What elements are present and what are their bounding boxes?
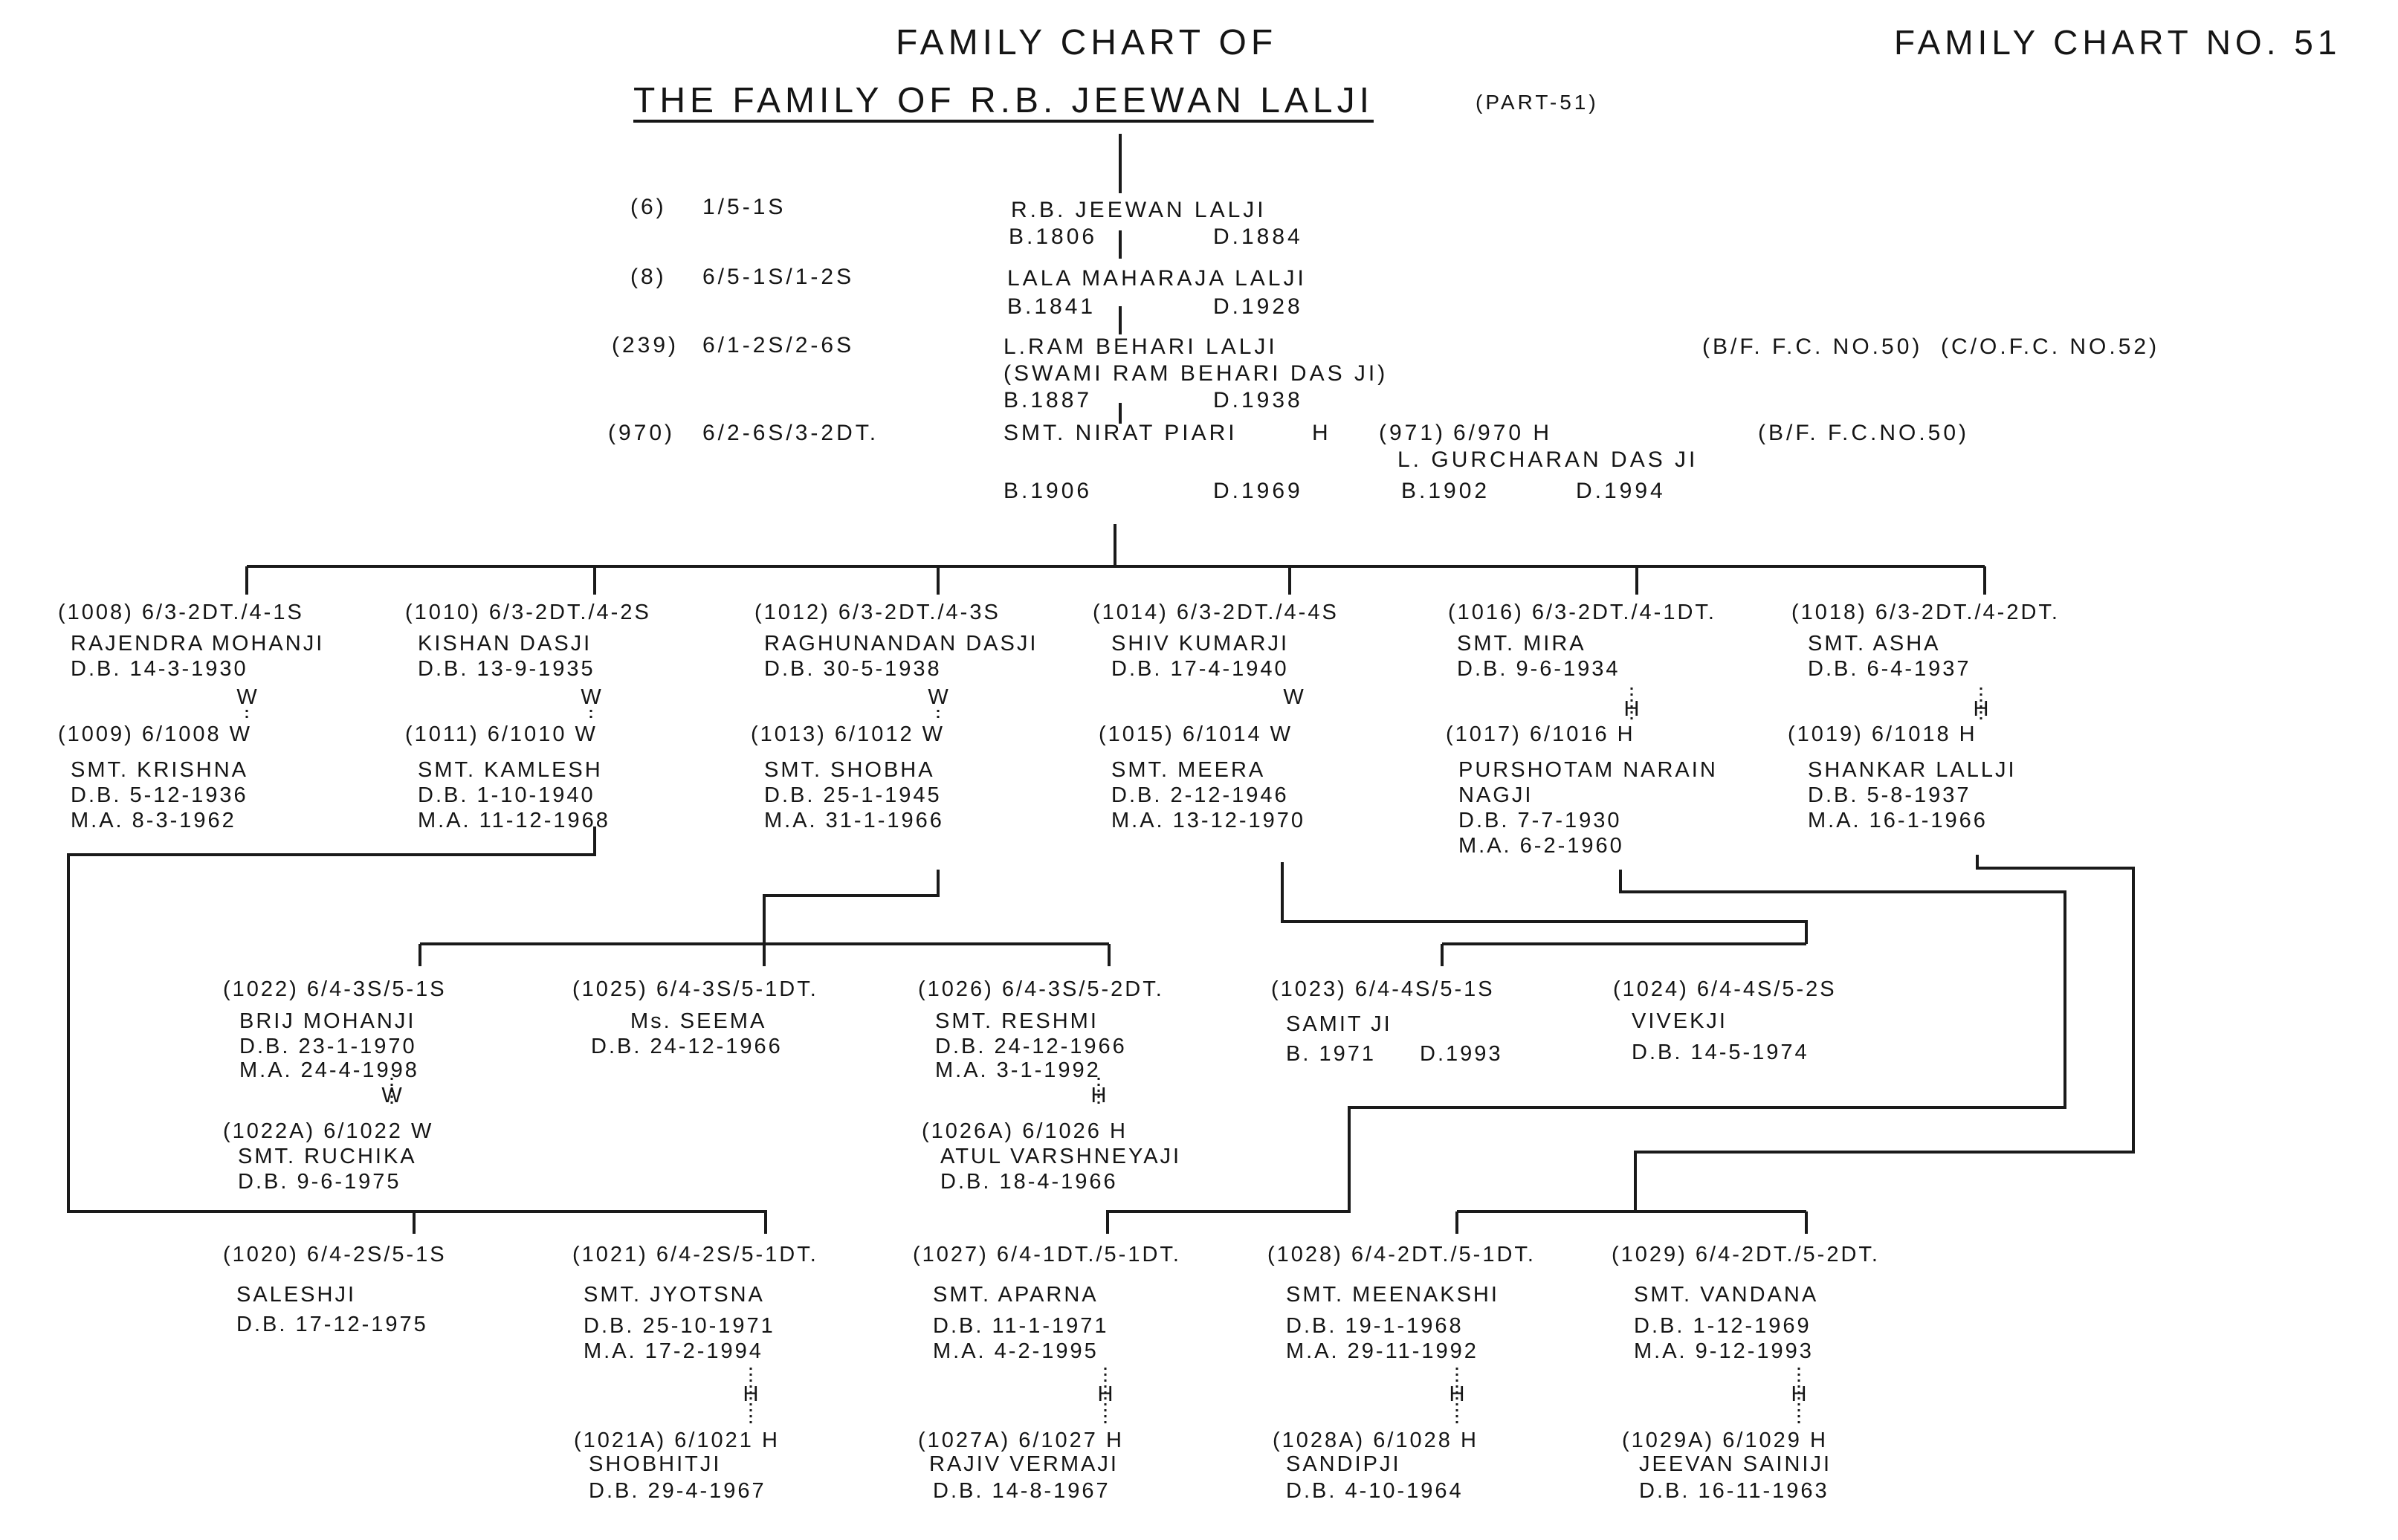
spouse-name: SANDIPJI [1286, 1452, 1401, 1476]
spouse-header: (1017) 6/1016 H [1446, 722, 1635, 746]
spouse-name: SMT. RUCHIKA [238, 1145, 417, 1168]
ancestor-id: (6) [630, 195, 667, 219]
spouse-dob: D.B. 14-8-1967 [933, 1479, 1111, 1503]
spouse-name: SMT. KRISHNA [71, 758, 249, 782]
spouse-dob: D.B. 25-1-1945 [764, 783, 942, 807]
spouse-header: (1022A) 6/1022 W [223, 1119, 434, 1143]
spouse-dob: D.B. 29-4-1967 [589, 1479, 766, 1503]
spouse-code: 6/970 H [1453, 421, 1553, 445]
spouse-death: D.1994 [1576, 479, 1666, 503]
relation-mark: H [1623, 697, 1640, 721]
person-dob: D.B. 17-12-1975 [236, 1313, 428, 1336]
marriage-date: M.A. 4-2-1995 [933, 1339, 1099, 1363]
ancestor-death: D.1928 [1213, 294, 1303, 319]
person-header: (1016) 6/3-2DT./4-1DT. [1448, 601, 1716, 624]
person-dob: D.B. 23-1-1970 [239, 1035, 417, 1058]
person-dob: D.B. 13-9-1935 [418, 657, 595, 681]
person-header: (1010) 6/3-2DT./4-2S [405, 601, 651, 624]
ancestor-name: R.B. JEEWAN LALJI [1011, 198, 1267, 222]
spouse-header: (1011) 6/1010 W [405, 722, 598, 746]
spouse-birth: B.1902 [1401, 479, 1490, 503]
marriage-date: M.A. 3-1-1992 [935, 1058, 1101, 1082]
marriage-date: M.A. 29-11-1992 [1286, 1339, 1478, 1363]
family-title: THE FAMILY OF R.B. JEEWAN LALJI [633, 81, 1374, 120]
spouse-name: SHANKAR LALLJI [1808, 758, 2017, 782]
person-header: (1028) 6/4-2DT./5-1DT. [1267, 1243, 1536, 1266]
ancestor-name: LALA MAHARAJA LALJI [1007, 266, 1307, 291]
person-name: SHIV KUMARJI [1111, 632, 1290, 656]
ancestor-code: 1/5-1S [702, 195, 786, 219]
ancestor-death: D.1884 [1213, 224, 1303, 249]
spouse-dob: D.B. 16-11-1963 [1639, 1479, 1829, 1503]
person-name: SMT. APARNA [933, 1283, 1099, 1307]
spouse-name: ATUL VARSHNEYAJI [940, 1145, 1182, 1168]
relation-mark: W [236, 685, 257, 709]
chart-number: FAMILY CHART NO. 51 [1894, 23, 2342, 62]
relation-mark: H [1097, 1382, 1114, 1406]
marriage-date: M.A. 16-1-1966 [1808, 809, 1988, 832]
marriage-date: M.A. 9-12-1993 [1634, 1339, 1814, 1363]
person-name: SALESHJI [236, 1283, 356, 1307]
ancestor-alias: (SWAMI RAM BEHARI DAS JI) [1004, 361, 1389, 386]
person-header: (1023) 6/4-4S/5-1S [1271, 977, 1495, 1001]
spouse-dob: D.B. 7-7-1930 [1458, 809, 1622, 832]
cross-reference: (B/F. F.C.NO.50) [1758, 421, 1970, 445]
spouse-name: RAJIV VERMAJI [929, 1452, 1119, 1476]
person-name: SMT. MEENAKSHI [1286, 1283, 1499, 1307]
spouse-header: (1029A) 6/1029 H [1622, 1429, 1828, 1452]
spouse-name: PURSHOTAM NARAIN [1458, 758, 1718, 782]
person-dob: D.B. 14-5-1974 [1632, 1041, 1809, 1064]
spouse-header: (1009) 6/1008 W [58, 722, 253, 746]
person-dob: D.B. 30-5-1938 [764, 657, 942, 681]
ancestor-code: 6/1-2S/2-6S [702, 333, 855, 358]
ancestor-birth: B.1906 [1004, 479, 1093, 503]
spouse-dob: D.B. 9-6-1975 [238, 1170, 401, 1194]
person-name: Ms. SEEMA [630, 1009, 767, 1033]
person-dob: D.B. 9-6-1934 [1457, 657, 1620, 681]
relation-mark: H [743, 1382, 759, 1406]
person-header: (1012) 6/3-2DT./4-3S [754, 601, 1001, 624]
relation-mark: H [1090, 1084, 1107, 1107]
relation-mark: W [928, 685, 948, 709]
ancestor-death: D.1938 [1213, 388, 1303, 412]
ancestor-id: (8) [630, 265, 667, 289]
ancestor-birth: B.1887 [1004, 388, 1093, 412]
relation-mark: H [1449, 1382, 1465, 1406]
marriage-date: M.A. 31-1-1966 [764, 809, 944, 832]
marriage-date: M.A. 6-2-1960 [1458, 834, 1624, 858]
relation-mark: H [1312, 421, 1331, 445]
marriage-date: M.A. 11-12-1968 [418, 809, 610, 832]
person-name: BRIJ MOHANJI [239, 1009, 416, 1033]
person-dob: D.B. 24-12-1966 [935, 1035, 1127, 1058]
relation-mark: H [1973, 697, 1989, 721]
person-name: KISHAN DASJI [418, 632, 592, 656]
marriage-date: M.A. 8-3-1962 [71, 809, 236, 832]
person-header: (1027) 6/4-1DT./5-1DT. [913, 1243, 1181, 1266]
person-dob: D.B. 6-4-1937 [1808, 657, 1971, 681]
spouse-dob: D.B. 1-10-1940 [418, 783, 595, 807]
person-name: SMT. JYOTSNA [584, 1283, 765, 1307]
person-header: (1022) 6/4-3S/5-1S [223, 977, 447, 1001]
person-dob: D.B. 17-4-1940 [1111, 657, 1289, 681]
person-birth: B. 1971 [1286, 1042, 1376, 1066]
person-header: (1029) 6/4-2DT./5-2DT. [1612, 1243, 1880, 1266]
ancestor-code: 6/2-6S/3-2DT. [702, 421, 879, 445]
spouse-header: (1028A) 6/1028 H [1273, 1429, 1478, 1452]
person-header: (1024) 6/4-4S/5-2S [1613, 977, 1837, 1001]
link-1012-children [764, 870, 938, 944]
person-name: VIVEKJI [1632, 1009, 1728, 1033]
ancestor-birth: B.1806 [1009, 224, 1098, 249]
spouse-name: SMT. KAMLESH [418, 758, 603, 782]
person-name: RAJENDRA MOHANJI [71, 632, 325, 656]
person-dob: D.B. 24-12-1966 [591, 1035, 783, 1058]
spouse-header: (1015) 6/1014 W [1099, 722, 1293, 746]
marriage-date: M.A. 24-4-1998 [239, 1058, 419, 1082]
person-dob: D.B. 1-12-1969 [1634, 1314, 1812, 1338]
person-header: (1026) 6/4-3S/5-2DT. [918, 977, 1164, 1001]
spouse-dob: D.B. 5-12-1936 [71, 783, 248, 807]
person-header: (1020) 6/4-2S/5-1S [223, 1243, 447, 1266]
person-name: SMT. VANDANA [1634, 1283, 1819, 1307]
relation-mark: H [1791, 1382, 1807, 1406]
spouse-name-cont: NAGJI [1458, 783, 1534, 807]
person-header: (1025) 6/4-3S/5-1DT. [572, 977, 818, 1001]
person-header: (1018) 6/3-2DT./4-2DT. [1791, 601, 2060, 624]
spouse-header: (1027A) 6/1027 H [918, 1429, 1124, 1452]
spouse-name: SHOBHITJI [589, 1452, 722, 1476]
person-death: D.1993 [1420, 1042, 1503, 1066]
person-dob: D.B. 11-1-1971 [933, 1314, 1109, 1338]
cross-reference: (B/F. F.C. NO.50) (C/O.F.C. NO.52) [1702, 334, 2160, 359]
person-name: SMT. MIRA [1457, 632, 1586, 656]
spouse-name: L. GURCHARAN DAS JI [1397, 447, 1699, 472]
person-name: SMT. RESHMI [935, 1009, 1099, 1033]
link-1016-to-1027 [1108, 870, 2065, 1234]
spouse-dob: D.B. 18-4-1966 [940, 1170, 1118, 1194]
relation-mark: W [1283, 685, 1304, 709]
relation-mark: W [581, 685, 601, 709]
person-name: SAMIT JI [1286, 1012, 1392, 1036]
spouse-dob: D.B. 5-8-1937 [1808, 783, 1971, 807]
marriage-date: M.A. 13-12-1970 [1111, 809, 1306, 832]
link-1014-children [1282, 862, 1806, 944]
ancestor-birth: B.1841 [1007, 294, 1096, 319]
spouse-name: SMT. SHOBHA [764, 758, 935, 782]
person-header: (1021) 6/4-2S/5-1DT. [572, 1243, 818, 1266]
ancestor-id: (970) [608, 421, 676, 445]
spouse-header: (1013) 6/1012 W [751, 722, 946, 746]
spouse-header: (1019) 6/1018 H [1788, 722, 1977, 746]
ancestor-code: 6/5-1S/1-2S [702, 265, 855, 289]
ancestor-id: (239) [612, 333, 679, 358]
link-1018-to-1028 [1635, 855, 2133, 1211]
ancestor-death: D.1969 [1213, 479, 1303, 503]
ancestor-name: L.RAM BEHARI LALJI [1004, 334, 1278, 359]
spouse-dob: D.B. 4-10-1964 [1286, 1479, 1464, 1503]
spouse-name: JEEVAN SAINIJI [1639, 1452, 1832, 1476]
ancestor-name: SMT. NIRAT PIARI [1004, 421, 1238, 445]
spouse-dob: D.B. 2-12-1946 [1111, 783, 1289, 807]
spouse-id: (971) [1379, 421, 1447, 445]
spouse-header: (1026A) 6/1026 H [922, 1119, 1128, 1143]
spouse-name: SMT. MEERA [1111, 758, 1266, 782]
chart-title: FAMILY CHART OF [896, 23, 1278, 62]
spouse-header: (1021A) 6/1021 H [574, 1429, 780, 1452]
person-header: (1014) 6/3-2DT./4-4S [1093, 601, 1339, 624]
relation-mark: W [381, 1084, 402, 1107]
person-name: SMT. ASHA [1808, 632, 1941, 656]
person-header: (1008) 6/3-2DT./4-1S [58, 601, 304, 624]
marriage-date: M.A. 17-2-1994 [584, 1339, 763, 1363]
person-dob: D.B. 25-10-1971 [584, 1314, 775, 1338]
person-dob: D.B. 14-3-1930 [71, 657, 248, 681]
person-dob: D.B. 19-1-1968 [1286, 1314, 1464, 1338]
part-label: (PART-51) [1476, 91, 1599, 114]
person-name: RAGHUNANDAN DASJI [764, 632, 1038, 656]
